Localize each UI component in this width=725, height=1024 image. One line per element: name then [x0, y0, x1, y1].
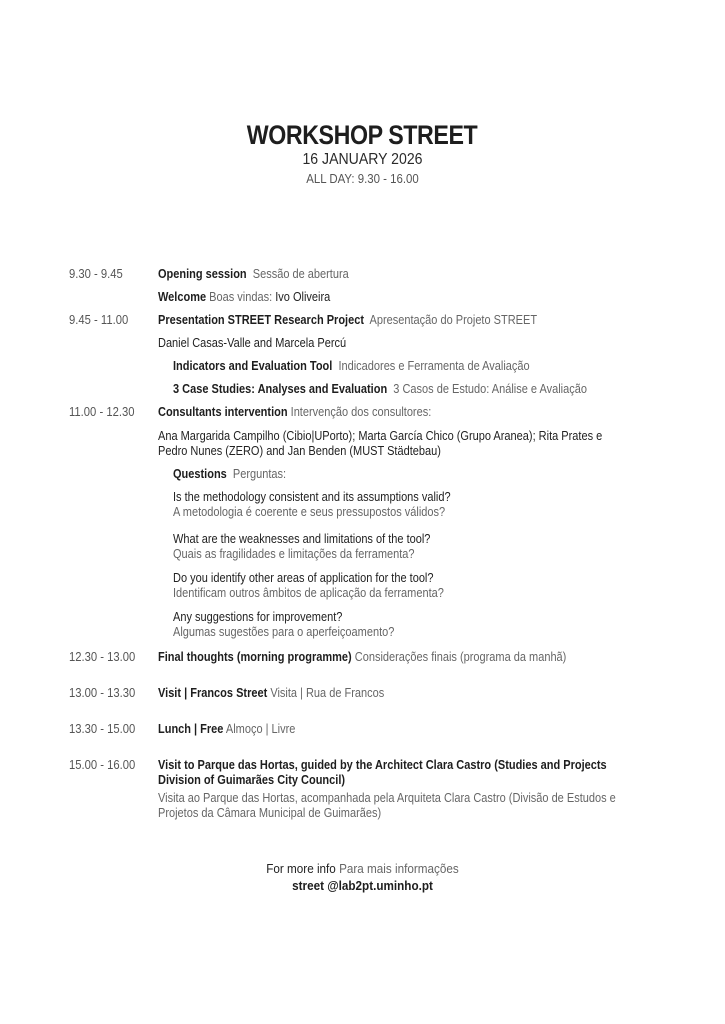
- presenters: Daniel Casas-Valle and Marcela Percú: [158, 336, 347, 350]
- session-title-pt: Indicadores e Ferramenta de Avaliação: [338, 359, 530, 373]
- time-label: 12.30 - 13.00: [69, 650, 136, 664]
- contact-email[interactable]: [36, 877, 689, 894]
- session-text: [158, 686, 633, 701]
- session-title-en: Division of Guimarães City Council): [158, 773, 346, 787]
- session-title-en: Welcome: [158, 290, 207, 304]
- session-title-en-line-2: [158, 773, 633, 788]
- session-text: [173, 382, 648, 397]
- time-label: 13.30 - 15.00: [69, 722, 136, 736]
- session-text: [173, 359, 648, 374]
- session-title-pt-line-1: Visita ao Parque das Hortas, acompanhada pela Arquiteta Clara Castro (Divisão de Estudos e: [158, 791, 616, 805]
- session-title-pt: Considerações finais (programa da manhã): [354, 650, 567, 664]
- event-date: 16 JANUARY 2026: [302, 151, 423, 168]
- time-label: 9.30 - 9.45: [69, 267, 123, 281]
- time-label: 13.00 - 13.30: [69, 686, 136, 700]
- footer: [0, 860, 725, 894]
- session-title-pt-line-2: Projetos da Câmara Municipal de Guimarães): [158, 806, 382, 820]
- session-text: [158, 267, 633, 282]
- session-title-pt: Apresentação do Projeto STREET: [369, 313, 538, 327]
- more-info: [36, 860, 689, 877]
- time-label: 11.00 - 12.30: [69, 405, 135, 419]
- session-title-pt: 3 Casos de Estudo: Análise e Avaliação: [393, 382, 587, 396]
- session-title-en: Final thoughts (morning programme): [158, 650, 352, 664]
- session-title-pt: Intervenção dos consultores:: [290, 405, 432, 419]
- session-text: [173, 467, 648, 482]
- speaker-name: Ivo Oliveira: [275, 290, 331, 304]
- question-pt: A metodologia é coerente e seus pressupostos válidos?: [173, 505, 446, 519]
- question-en: Is the methodology consistent and its assumptions valid?: [173, 490, 451, 504]
- session-title-en: Consultants intervention: [158, 405, 288, 419]
- session-title-pt: Perguntas:: [232, 467, 287, 481]
- page-title: [0, 120, 725, 151]
- email-link[interactable]: street @lab2pt.uminho.pt: [292, 878, 433, 893]
- session-title-en: Presentation STREET Research Project: [158, 313, 365, 327]
- session-text: [158, 313, 633, 328]
- event-hours: ALL DAY: 9.30 - 16.00: [306, 171, 419, 186]
- session-title-en: Visit to Parque das Hortas, guided by the Architect Clara Castro (Studies and Projects: [158, 758, 607, 772]
- question-pt: Algumas sugestões para o aperfeiçoamento?: [173, 625, 395, 639]
- question-pt: Identificam outros âmbitos de aplicação da ferramenta?: [173, 586, 444, 600]
- consultant-names-line-1: Ana Margarida Campilho (Cibio|UPorto); Marta García Chico (Grupo Aranea); Rita Prates e: [158, 429, 603, 443]
- session-title-pt: Almoço | Livre: [225, 722, 296, 736]
- session-text: [158, 405, 633, 420]
- session-title-en: Questions: [173, 467, 227, 481]
- time-label: 9.45 - 11.00: [69, 313, 129, 327]
- question-pt: Quais as fragilidades e limitações da ferramenta?: [173, 547, 415, 561]
- session-title-en: 3 Case Studies: Analyses and Evaluation: [173, 382, 388, 396]
- session-title-pt: Boas vindas:: [209, 290, 273, 304]
- header: [0, 120, 725, 186]
- session-text: [158, 650, 633, 665]
- question-en: Any suggestions for improvement?: [173, 610, 343, 624]
- session-title-pt: Sessão de abertura: [252, 267, 349, 281]
- session-title-en: Lunch | Free: [158, 722, 224, 736]
- time-label: 15.00 - 16.00: [69, 758, 136, 772]
- session-text: [158, 722, 633, 737]
- title-text: WORKSHOP STREET: [247, 120, 478, 150]
- session-title-pt: Visita | Rua de Francos: [270, 686, 385, 700]
- question-en: Do you identify other areas of application for the tool?: [173, 571, 434, 585]
- more-info-en: For more info: [266, 861, 336, 876]
- session-title-en-line-1: [158, 758, 633, 773]
- session-title-en: Indicators and Evaluation Tool: [173, 359, 333, 373]
- question-en: What are the weaknesses and limitations of the tool?: [173, 532, 431, 546]
- consultant-names-line-2: Pedro Nunes (ZERO) and Jan Benden (MUST Städtebau): [158, 444, 441, 458]
- session-title-en: Visit | Francos Street: [158, 686, 268, 700]
- more-info-pt: Para mais informações: [339, 861, 459, 876]
- session-text: [158, 290, 633, 305]
- session-title-en: Opening session: [158, 267, 247, 281]
